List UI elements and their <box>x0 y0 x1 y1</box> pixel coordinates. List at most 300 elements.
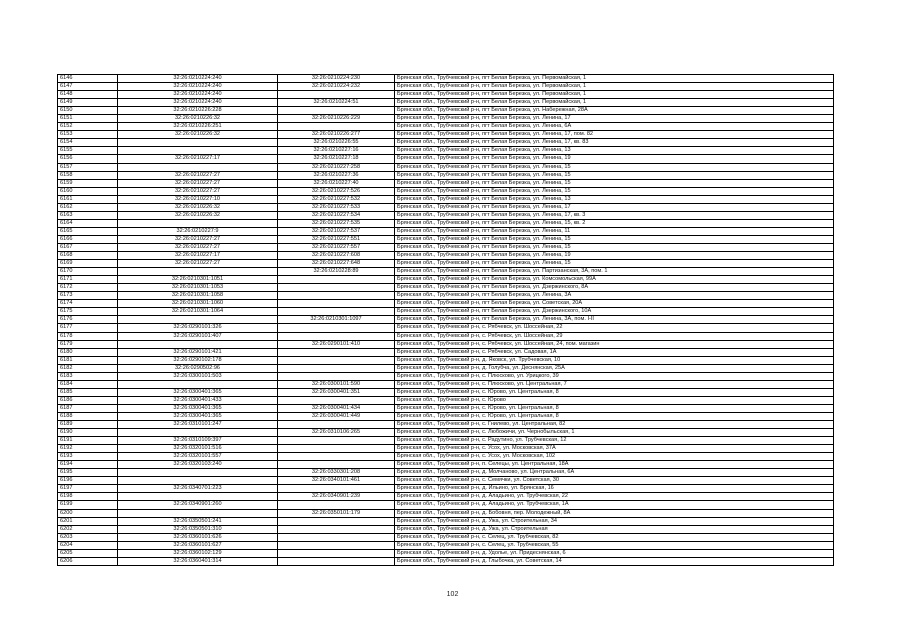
table-row <box>58 356 834 364</box>
row-number-cell: 6157 <box>58 163 118 171</box>
address-cell: Брянская обл., Трубчевский р-н, пгт Белая Березка, ул. Ленина, 19 <box>395 155 834 163</box>
address-cell: Брянская обл., Трубчевский р-н, пгт Белая Березка, ул. Ленина, 15, кв. 2 <box>395 219 834 227</box>
row-number-cell: 6168 <box>58 252 118 260</box>
table-row <box>58 308 834 316</box>
address-cell: Брянская обл., Трубчевский р-н, д. Аладьино, ул. Трубчевская, 22 <box>395 493 834 501</box>
related-cadastral-number-cell <box>278 437 395 445</box>
related-cadastral-number-cell: 32:26:0210226:277 <box>278 131 395 139</box>
related-cadastral-number-cell: 32:26:0330301:208 <box>278 469 395 477</box>
address-cell: Брянская обл., Трубчевский р-н, д. Ужа, ул. Строительная, 34 <box>395 517 834 525</box>
related-cadastral-number-cell: 32:26:0210228:89 <box>278 268 395 276</box>
cadastral-number-cell: 32:26:0210227:17 <box>118 252 278 260</box>
related-cadastral-number-cell <box>278 517 395 525</box>
row-number-cell: 6159 <box>58 179 118 187</box>
related-cadastral-number-cell: 32:26:0210227:36 <box>278 171 395 179</box>
table-row <box>58 332 834 340</box>
related-cadastral-number-cell <box>278 557 395 565</box>
cadastral-number-cell: 32:26:0320101:516 <box>118 445 278 453</box>
address-cell: Брянская обл., Трубчевский р-н, пгт Белая Березка, ул. Первомайская, 1 <box>395 75 834 83</box>
address-cell: Брянская обл., Трубчевский р-н, пгт Белая Березка, ул. Ленина, 15 <box>395 187 834 195</box>
address-cell: Брянская обл., Трубчевский р-н, с. Рябчевск, ул. Шоссейная, 24, пом. магазин <box>395 340 834 348</box>
table-row <box>58 276 834 284</box>
table-row <box>58 437 834 445</box>
related-cadastral-number-cell <box>278 276 395 284</box>
row-number-cell: 6149 <box>58 99 118 107</box>
related-cadastral-number-cell <box>278 324 395 332</box>
address-cell: Брянская обл., Трубчевский р-н, пгт Белая Березка, ул. Ленина, 15 <box>395 260 834 268</box>
row-number-cell: 6194 <box>58 461 118 469</box>
related-cadastral-number-cell: 32:26:0210224:230 <box>278 75 395 83</box>
table-row <box>58 292 834 300</box>
cadastral-number-cell: 32:26:0210227:9 <box>118 227 278 235</box>
address-cell: Брянская обл., Трубчевский р-н, д. Глыбочка, ул. Советская, 14 <box>395 557 834 565</box>
cadastral-number-cell: 32:26:0210301:1053 <box>118 284 278 292</box>
cadastral-number-cell: 32:26:0300401:365 <box>118 388 278 396</box>
cadastral-number-cell <box>118 163 278 171</box>
table-row <box>58 131 834 139</box>
related-cadastral-number-cell: 32:26:0210224:232 <box>278 83 395 91</box>
row-number-cell: 6199 <box>58 501 118 509</box>
cadastral-number-cell: 32:26:0290102:178 <box>118 356 278 364</box>
table-row <box>58 268 834 276</box>
cadastral-number-cell: 32:26:0210224:240 <box>118 75 278 83</box>
row-number-cell: 6197 <box>58 485 118 493</box>
address-cell: Брянская обл., Трубчевский р-н, с. Плюсково, ул. Центральная, 7 <box>395 380 834 388</box>
row-number-cell: 6148 <box>58 91 118 99</box>
table-row <box>58 501 834 509</box>
cadastral-number-cell: 32:26:0210301:1064 <box>118 308 278 316</box>
row-number-cell: 6188 <box>58 412 118 420</box>
row-number-cell: 6201 <box>58 517 118 525</box>
address-cell: Брянская обл., Трубчевский р-н, пгт Белая Березка, ул. Дзержинского, 10А <box>395 308 834 316</box>
table-row <box>58 91 834 99</box>
table-row <box>58 404 834 412</box>
cadastral-number-cell: 32:26:0210227:27 <box>118 243 278 251</box>
cadastral-number-cell: 32:26:0210301:1060 <box>118 300 278 308</box>
table-row <box>58 235 834 243</box>
related-cadastral-number-cell: 32:26:0210226:229 <box>278 115 395 123</box>
cadastral-number-cell: 32:26:0310101:247 <box>118 421 278 429</box>
table-row <box>58 187 834 195</box>
cadastral-number-cell: 32:26:0210227:27 <box>118 260 278 268</box>
table-row <box>58 509 834 517</box>
related-cadastral-number-cell: 32:26:0300101:590 <box>278 380 395 388</box>
address-cell: Брянская обл., Трубчевский р-н, с. Гнилево, ул. Центральная, 82 <box>395 421 834 429</box>
address-cell: Брянская обл., Трубчевский р-н, пгт Белая Березка, ул. Ленина, 17, кв. 83 <box>395 139 834 147</box>
related-cadastral-number-cell: 32:26:0210227:534 <box>278 211 395 219</box>
address-cell: Брянская обл., Трубчевский р-н, пгт Белая Березка, ул. Ленина, 17, пом. 82 <box>395 131 834 139</box>
address-cell: Брянская обл., Трубчевский р-н, пгт Белая Березка, ул. Набережная, 28А <box>395 107 834 115</box>
table-row <box>58 252 834 260</box>
table-row <box>58 477 834 485</box>
table-row <box>58 557 834 565</box>
cadastral-number-cell: 32:26:0210227:10 <box>118 195 278 203</box>
cadastral-number-cell <box>118 268 278 276</box>
table-row <box>58 533 834 541</box>
address-cell: Брянская обл., Трубчевский р-н, пгт Белая Березка, ул. Ленина, 13 <box>395 147 834 155</box>
table-row <box>58 75 834 83</box>
row-number-cell: 6205 <box>58 549 118 557</box>
row-number-cell: 6190 <box>58 429 118 437</box>
address-cell: Брянская обл., Трубчевский р-н, пгт Белая Березка, ул. Первомайская, 1 <box>395 91 834 99</box>
address-cell: Брянская обл., Трубчевский р-н, с. Рябчевск, ул. Садовая, 1А <box>395 348 834 356</box>
cadastral-number-cell: 32:26:0320103:240 <box>118 461 278 469</box>
cadastral-number-cell: 32:26:0300401:433 <box>118 396 278 404</box>
row-number-cell: 6177 <box>58 324 118 332</box>
table-row <box>58 316 834 324</box>
table-row <box>58 549 834 557</box>
row-number-cell: 6176 <box>58 316 118 324</box>
table-row <box>58 388 834 396</box>
address-cell: Брянская обл., Трубчевский р-н, д. Бобовня, пер. Молодежный, 8А <box>395 509 834 517</box>
address-cell: Брянская обл., Трубчевский р-н, с. Семячки, ул. Советская, 30 <box>395 477 834 485</box>
cadastral-number-cell: 32:26:0210226:251 <box>118 123 278 131</box>
related-cadastral-number-cell <box>278 123 395 131</box>
table-row <box>58 139 834 147</box>
row-number-cell: 6166 <box>58 235 118 243</box>
address-cell: Брянская обл., Трубчевский р-н, пгт Белая Березка, ул. Партизанская, 3А, пом. 1 <box>395 268 834 276</box>
related-cadastral-number-cell: 32:26:0210227:533 <box>278 203 395 211</box>
cadastral-number-cell: 32:26:0210227:27 <box>118 187 278 195</box>
row-number-cell: 6151 <box>58 115 118 123</box>
address-cell: Брянская обл., Трубчевский р-н, с. Юрово, ул. Центральная, 8 <box>395 412 834 420</box>
table-row <box>58 179 834 187</box>
related-cadastral-number-cell: 32:26:0210227:648 <box>278 260 395 268</box>
row-number-cell: 6150 <box>58 107 118 115</box>
related-cadastral-number-cell <box>278 396 395 404</box>
related-cadastral-number-cell <box>278 525 395 533</box>
cadastral-number-cell: 32:26:0340901:260 <box>118 501 278 509</box>
table-row <box>58 372 834 380</box>
table-row <box>58 260 834 268</box>
address-cell: Брянская обл., Трубчевский р-н, с. Юрово, ул. Центральная, 8 <box>395 388 834 396</box>
cadastral-number-cell <box>118 429 278 437</box>
address-cell: Брянская обл., Трубчевский р-н, пгт Белая Березка, ул. Ленина, 15 <box>395 171 834 179</box>
related-cadastral-number-cell <box>278 292 395 300</box>
row-number-cell: 6155 <box>58 147 118 155</box>
row-number-cell: 6204 <box>58 541 118 549</box>
row-number-cell: 6154 <box>58 139 118 147</box>
cadastral-number-cell: 32:26:0340701:223 <box>118 485 278 493</box>
cadastral-number-cell: 32:26:0300101:503 <box>118 372 278 380</box>
table-row <box>58 324 834 332</box>
row-number-cell: 6172 <box>58 284 118 292</box>
table-row <box>58 203 834 211</box>
row-number-cell: 6152 <box>58 123 118 131</box>
table-row <box>58 469 834 477</box>
cadastral-number-cell <box>118 316 278 324</box>
related-cadastral-number-cell: 32:26:0210227:18 <box>278 155 395 163</box>
row-number-cell: 6193 <box>58 453 118 461</box>
cadastral-number-cell <box>118 509 278 517</box>
registry-table-body <box>58 75 834 566</box>
related-cadastral-number-cell: 32:26:0210227:557 <box>278 243 395 251</box>
related-cadastral-number-cell: 32:26:0340901:239 <box>278 493 395 501</box>
address-cell: Брянская обл., Трубчевский р-н, пгт Белая Березка, ул. Ленина, 15 <box>395 243 834 251</box>
table-row <box>58 517 834 525</box>
related-cadastral-number-cell: 32:26:0210226:55 <box>278 139 395 147</box>
table-row <box>58 219 834 227</box>
related-cadastral-number-cell: 32:26:0210301:1097 <box>278 316 395 324</box>
row-number-cell: 6182 <box>58 364 118 372</box>
related-cadastral-number-cell: 32:26:0210224:51 <box>278 99 395 107</box>
row-number-cell: 6200 <box>58 509 118 517</box>
related-cadastral-number-cell <box>278 421 395 429</box>
cadastral-number-cell: 32:26:0290101:326 <box>118 324 278 332</box>
table-row <box>58 348 834 356</box>
cadastral-number-cell: 32:26:0360401:314 <box>118 557 278 565</box>
row-number-cell: 6167 <box>58 243 118 251</box>
row-number-cell: 6179 <box>58 340 118 348</box>
address-cell: Брянская обл., Трубчевский р-н, пгт Белая Березка, ул. Ленина, 15 <box>395 179 834 187</box>
cadastral-number-cell: 32:26:0360101:626 <box>118 533 278 541</box>
row-number-cell: 6158 <box>58 171 118 179</box>
address-cell: Брянская обл., Трубчевский р-н, с. Усох, ул. Московская, 102 <box>395 453 834 461</box>
cadastral-number-cell: 32:26:0350501:310 <box>118 525 278 533</box>
row-number-cell: 6165 <box>58 227 118 235</box>
row-number-cell: 6191 <box>58 437 118 445</box>
related-cadastral-number-cell: 32:26:0300401:351 <box>278 388 395 396</box>
address-cell: Брянская обл., Трубчевский р-н, пгт Белая Березка, ул. Первомайская, 1 <box>395 99 834 107</box>
table-row <box>58 171 834 179</box>
address-cell: Брянская обл., Трубчевский р-н, с. Селец, ул. Трубчевская, 55 <box>395 541 834 549</box>
address-cell: Брянская обл., Трубчевский р-н, пгт Белая Березка, ул. Ленина, 3А <box>395 292 834 300</box>
related-cadastral-number-cell: 32:26:0300401:449 <box>278 412 395 420</box>
address-cell: Брянская обл., Трубчевский р-н, пгт Белая Березка, ул. Ленина, 15 <box>395 163 834 171</box>
table-row <box>58 107 834 115</box>
related-cadastral-number-cell: 32:26:0210227:532 <box>278 195 395 203</box>
address-cell: Брянская обл., Трубчевский р-н, пгт Белая Березка, ул. Комсомольская, 99А <box>395 276 834 284</box>
row-number-cell: 6174 <box>58 300 118 308</box>
cadastral-number-cell: 32:26:0210226:228 <box>118 107 278 115</box>
related-cadastral-number-cell <box>278 332 395 340</box>
table-row <box>58 412 834 420</box>
cadastral-number-cell: 32:26:0210227:27 <box>118 179 278 187</box>
related-cadastral-number-cell <box>278 107 395 115</box>
address-cell: Брянская обл., Трубчевский р-н, пгт Белая Березка, ул. Ленина, 17 <box>395 115 834 123</box>
table-row <box>58 163 834 171</box>
related-cadastral-number-cell <box>278 461 395 469</box>
address-cell: Брянская обл., Трубчевский р-н, д. Ужа, ул. Строительная <box>395 525 834 533</box>
related-cadastral-number-cell <box>278 300 395 308</box>
related-cadastral-number-cell <box>278 445 395 453</box>
table-row <box>58 525 834 533</box>
table-row <box>58 461 834 469</box>
table-row <box>58 429 834 437</box>
address-cell: Брянская обл., Трубчевский р-н, пгт Белая Березка, ул. Ленина, 11 <box>395 227 834 235</box>
table-row <box>58 445 834 453</box>
row-number-cell: 6160 <box>58 187 118 195</box>
row-number-cell: 6175 <box>58 308 118 316</box>
related-cadastral-number-cell: 32:26:0210227:608 <box>278 252 395 260</box>
cadastral-number-cell: 32:26:0300401:365 <box>118 412 278 420</box>
related-cadastral-number-cell: 32:26:0300401:434 <box>278 404 395 412</box>
row-number-cell: 6195 <box>58 469 118 477</box>
cadastral-number-cell <box>118 139 278 147</box>
row-number-cell: 6153 <box>58 131 118 139</box>
table-row <box>58 396 834 404</box>
row-number-cell: 6202 <box>58 525 118 533</box>
address-cell: Брянская обл., Трубчевский р-н, пгт Белая Березка, ул. Ленина, 17 <box>395 203 834 211</box>
cadastral-number-cell: 32:26:0310109:397 <box>118 437 278 445</box>
related-cadastral-number-cell: 32:26:0210227:551 <box>278 235 395 243</box>
table-row <box>58 485 834 493</box>
cadastral-number-cell: 32:26:0290101:421 <box>118 348 278 356</box>
row-number-cell: 6203 <box>58 533 118 541</box>
row-number-cell: 6162 <box>58 203 118 211</box>
cadastral-number-cell: 32:26:0210224:240 <box>118 91 278 99</box>
address-cell: Брянская обл., Трубчевский р-н, с. Любожичи, ул. Чернобыльская, 1 <box>395 429 834 437</box>
related-cadastral-number-cell <box>278 501 395 509</box>
address-cell: Брянская обл., Трубчевский р-н, с. Рябчевск, ул. Шоссейная, 29 <box>395 332 834 340</box>
address-cell: Брянская обл., Трубчевский р-н, с. Селец, ул. Трубчевская, 82 <box>395 533 834 541</box>
address-cell: Брянская обл., Трубчевский р-н, с. Радутино, ул. Трубчевская, 12 <box>395 437 834 445</box>
row-number-cell: 6161 <box>58 195 118 203</box>
related-cadastral-number-cell: 32:26:0210227:40 <box>278 179 395 187</box>
address-cell: Брянская обл., Трубчевский р-н, пгт Белая Березка, ул. Дзержинского, 8А <box>395 284 834 292</box>
cadastral-number-cell: 32:26:0210224:240 <box>118 83 278 91</box>
cadastral-number-cell: 32:26:0210226:32 <box>118 131 278 139</box>
table-row <box>58 155 834 163</box>
table-row <box>58 227 834 235</box>
table-row <box>58 123 834 131</box>
table-row <box>58 284 834 292</box>
cadastral-number-cell: 32:26:0290502:96 <box>118 364 278 372</box>
cadastral-number-cell: 32:26:0210227:27 <box>118 235 278 243</box>
related-cadastral-number-cell <box>278 364 395 372</box>
address-cell: Брянская обл., Трубчевский р-н, д. Молчаново, ул. Центральная, 6А <box>395 469 834 477</box>
address-cell: Брянская обл., Трубчевский р-н, д. Голубча, ул. Деснянская, 25А <box>395 364 834 372</box>
row-number-cell: 6169 <box>58 260 118 268</box>
table-row <box>58 453 834 461</box>
table-row <box>58 99 834 107</box>
cadastral-number-cell: 32:26:0300401:365 <box>118 404 278 412</box>
cadastral-number-cell <box>118 340 278 348</box>
related-cadastral-number-cell <box>278 91 395 99</box>
address-cell: Брянская обл., Трубчевский р-н, с. Усох, ул. Московская, 37А <box>395 445 834 453</box>
cadastral-number-cell: 32:26:0210227:27 <box>118 171 278 179</box>
address-cell: Брянская обл., Трубчевский р-н, д. Аладьино, ул. Трубчевская, 1А <box>395 501 834 509</box>
row-number-cell: 6185 <box>58 388 118 396</box>
related-cadastral-number-cell <box>278 348 395 356</box>
address-cell: Брянская обл., Трубчевский р-н, пгт Белая Березка, ул. Ленина, 17, кв. 3 <box>395 211 834 219</box>
related-cadastral-number-cell <box>278 453 395 461</box>
address-cell: Брянская обл., Трубчевский р-н, пгт Белая Березка, ул. Советская, 20А <box>395 300 834 308</box>
row-number-cell: 6198 <box>58 493 118 501</box>
address-cell: Брянская обл., Трубчевский р-н, п. Селецы, ул. Центральная, 18А <box>395 461 834 469</box>
table-row <box>58 115 834 123</box>
table-row <box>58 364 834 372</box>
related-cadastral-number-cell <box>278 541 395 549</box>
row-number-cell: 6163 <box>58 211 118 219</box>
cadastral-number-cell <box>118 493 278 501</box>
related-cadastral-number-cell: 32:26:0210227:535 <box>278 219 395 227</box>
related-cadastral-number-cell <box>278 372 395 380</box>
cadastral-number-cell <box>118 219 278 227</box>
cadastral-number-cell: 32:26:0210227:17 <box>118 155 278 163</box>
table-row <box>58 493 834 501</box>
related-cadastral-number-cell <box>278 485 395 493</box>
table-row <box>58 340 834 348</box>
address-cell: Брянская обл., Трубчевский р-н, с. Юрово <box>395 396 834 404</box>
address-cell: Брянская обл., Трубчевский р-н, пгт Белая Березка, ул. Ленина, 6А <box>395 123 834 131</box>
cadastral-number-cell: 32:26:0210301:1058 <box>118 292 278 300</box>
row-number-cell: 6187 <box>58 404 118 412</box>
cadastral-number-cell <box>118 477 278 485</box>
related-cadastral-number-cell <box>278 308 395 316</box>
address-cell: Брянская обл., Трубчевский р-н, пгт Белая Березка, ул. Ленина, 3А, пом. I-II <box>395 316 834 324</box>
row-number-cell: 6156 <box>58 155 118 163</box>
related-cadastral-number-cell: 32:26:0310106:265 <box>278 429 395 437</box>
row-number-cell: 6173 <box>58 292 118 300</box>
address-cell: Брянская обл., Трубчевский р-н, с. Юрово, ул. Центральная, 8 <box>395 404 834 412</box>
row-number-cell: 6147 <box>58 83 118 91</box>
table-row <box>58 300 834 308</box>
row-number-cell: 6170 <box>58 268 118 276</box>
address-cell: Брянская обл., Трубчевский р-н, д. Ильино, ул. Брянская, 16 <box>395 485 834 493</box>
cadastral-number-cell <box>118 469 278 477</box>
row-number-cell: 6206 <box>58 557 118 565</box>
related-cadastral-number-cell: 32:26:0210227:537 <box>278 227 395 235</box>
address-cell: Брянская обл., Трубчевский р-н, д. Яковск, ул. Трубчевская, 10 <box>395 356 834 364</box>
row-number-cell: 6164 <box>58 219 118 227</box>
cadastral-number-cell: 32:26:0360101:627 <box>118 541 278 549</box>
row-number-cell: 6183 <box>58 372 118 380</box>
cadastral-number-cell: 32:26:0210224:240 <box>118 99 278 107</box>
address-cell: Брянская обл., Трубчевский р-н, с. Рябчевск, ул. Шоссейная, 22 <box>395 324 834 332</box>
row-number-cell: 6189 <box>58 421 118 429</box>
related-cadastral-number-cell <box>278 533 395 541</box>
table-row <box>58 83 834 91</box>
row-number-cell: 6196 <box>58 477 118 485</box>
cadastral-number-cell: 32:26:0210226:32 <box>118 211 278 219</box>
address-cell: Брянская обл., Трубчевский р-н, с. Плюсково, ул. Урицкого, 39 <box>395 372 834 380</box>
cadastral-number-cell: 32:26:0350501:241 <box>118 517 278 525</box>
address-cell: Брянская обл., Трубчевский р-н, пгт Белая Березка, ул. Ленина, 19 <box>395 252 834 260</box>
address-cell: Брянская обл., Трубчевский р-н, пгт Белая Березка, ул. Ленина, 13 <box>395 195 834 203</box>
registry-table <box>57 74 834 566</box>
table-row <box>58 541 834 549</box>
row-number-cell: 6186 <box>58 396 118 404</box>
related-cadastral-number-cell: 32:26:0340101:461 <box>278 477 395 485</box>
cadastral-number-cell <box>118 380 278 388</box>
cadastral-number-cell: 32:26:0320101:557 <box>118 453 278 461</box>
cadastral-number-cell: 32:26:0290101:407 <box>118 332 278 340</box>
related-cadastral-number-cell: 32:26:0350101:179 <box>278 509 395 517</box>
address-cell: Брянская обл., Трубчевский р-н, д. Удолье, ул. Придеснянская, 6 <box>395 549 834 557</box>
row-number-cell: 6146 <box>58 75 118 83</box>
cadastral-number-cell <box>118 147 278 155</box>
cadastral-number-cell: 32:26:0210226:32 <box>118 115 278 123</box>
related-cadastral-number-cell: 32:26:0210227:258 <box>278 163 395 171</box>
table-row <box>58 211 834 219</box>
row-number-cell: 6184 <box>58 380 118 388</box>
address-cell: Брянская обл., Трубчевский р-н, пгт Белая Березка, ул. Первомайская, 1 <box>395 83 834 91</box>
row-number-cell: 6178 <box>58 332 118 340</box>
table-row <box>58 195 834 203</box>
page-number: 102 <box>446 591 459 598</box>
related-cadastral-number-cell: 32:26:0210227:526 <box>278 187 395 195</box>
related-cadastral-number-cell: 32:26:0210227:16 <box>278 147 395 155</box>
address-cell: Брянская обл., Трубчевский р-н, пгт Белая Березка, ул. Ленина, 15 <box>395 235 834 243</box>
related-cadastral-number-cell <box>278 356 395 364</box>
table-row <box>58 421 834 429</box>
related-cadastral-number-cell <box>278 284 395 292</box>
table-row <box>58 243 834 251</box>
table-row <box>58 380 834 388</box>
row-number-cell: 6180 <box>58 348 118 356</box>
related-cadastral-number-cell: 32:26:0290101:410 <box>278 340 395 348</box>
